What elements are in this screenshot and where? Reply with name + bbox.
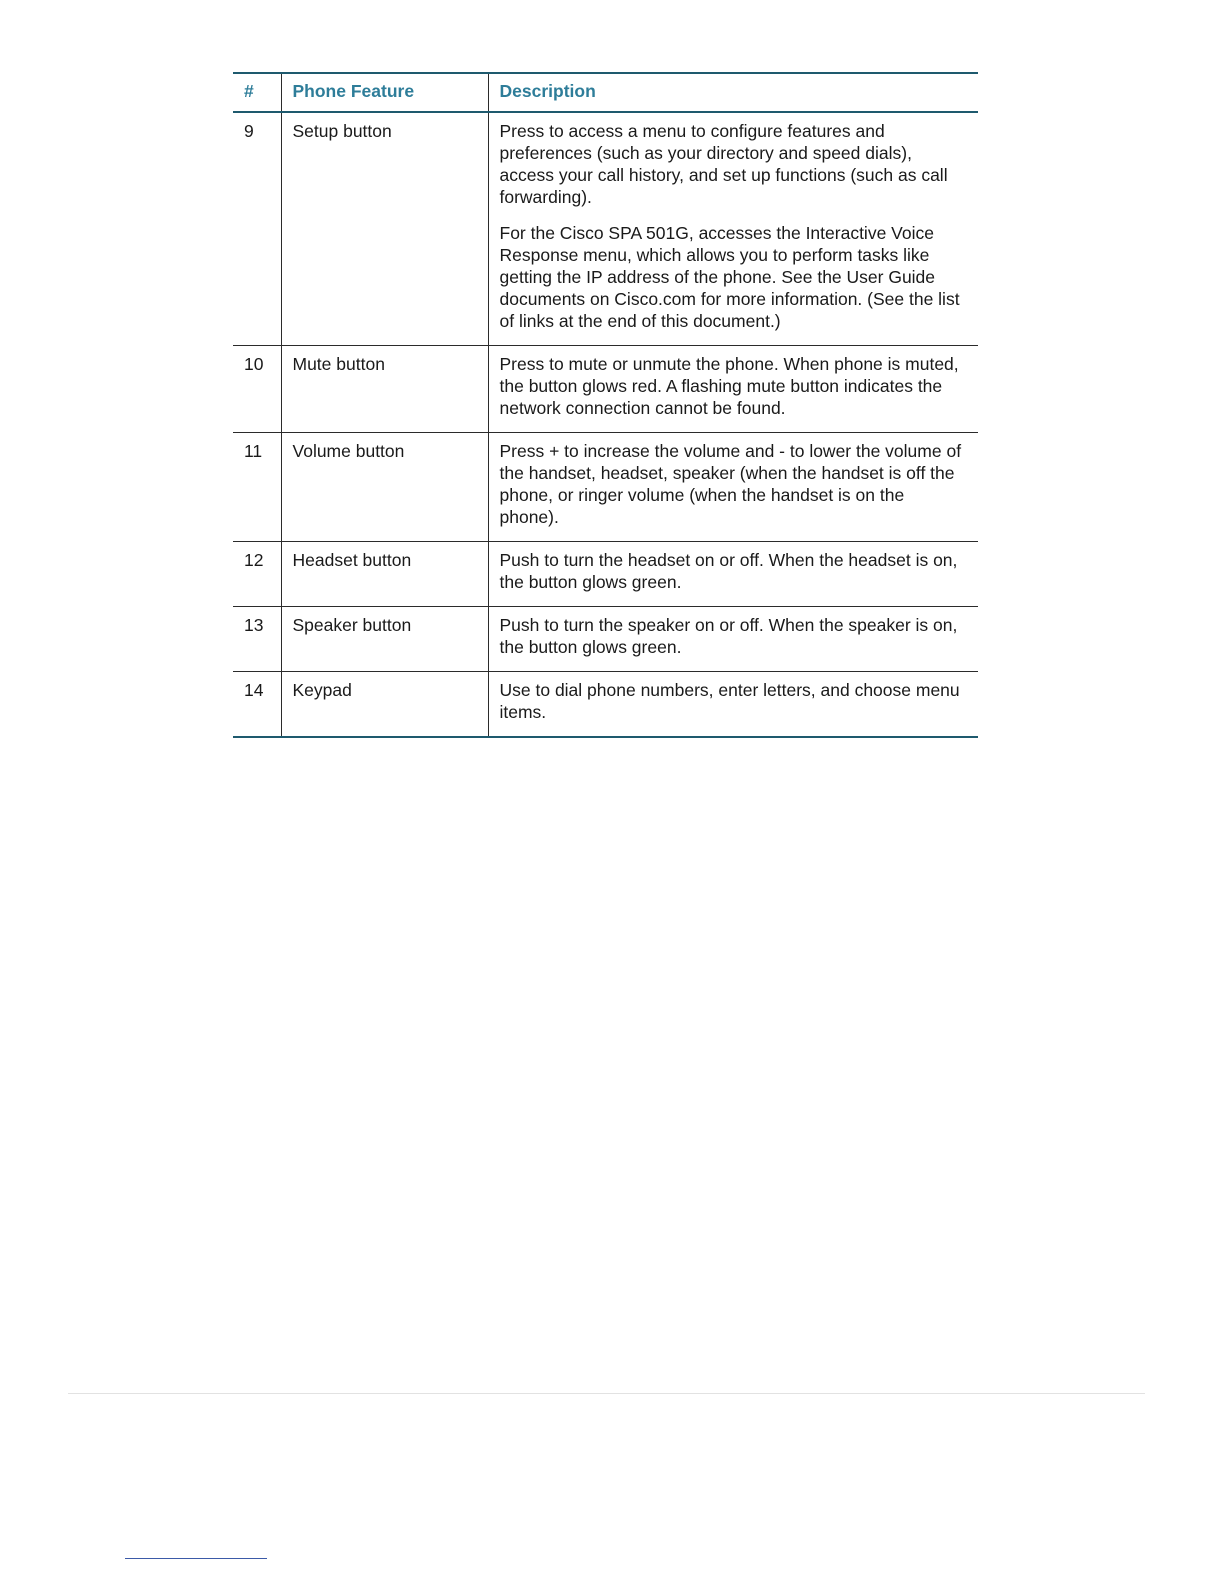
row-description [488, 672, 978, 738]
row-feature: Volume button [281, 433, 488, 542]
description-paragraph: Push to turn the headset on or off. When the headset is on, the button glows green. [499, 550, 958, 592]
row-description [488, 346, 978, 433]
description-paragraph: Press + to increase the volume and - to lower the volume of the handset, headset, speaker (when the handset is off the phone, or ringer volume (when the handset is on the phone). [499, 441, 962, 527]
description-paragraph: For the Cisco SPA 501G, accesses the Interactive Voice Response menu, which allows you to perform tasks like getting the IP address of the phone. See the User Guide documents on Cisco.com for more information. (See the list of links at the end of this document.) [499, 223, 960, 331]
row-feature: Headset button [281, 542, 488, 607]
table-row [233, 672, 978, 738]
header-description: Description [488, 73, 978, 112]
row-number: 10 [233, 346, 281, 433]
row-feature: Speaker button [281, 607, 488, 672]
row-feature: Keypad [281, 672, 488, 738]
table-row [233, 433, 978, 542]
description-paragraph: Press to mute or unmute the phone. When phone is muted, the button glows red. A flashing mute button indicates the network connection cannot be found. [499, 354, 959, 418]
row-description [488, 542, 978, 607]
header-phone-feature: Phone Feature [281, 73, 488, 112]
table-row [233, 112, 978, 346]
row-description [488, 607, 978, 672]
description-paragraph: Press to access a menu to configure features and preferences (such as your directory and speed dials), access your call history, and set up functions (such as call forwarding). [499, 121, 948, 207]
phone-feature-table [233, 72, 978, 738]
description-paragraph: Push to turn the speaker on or off. When the speaker is on, the button glows green. [499, 615, 958, 657]
row-number: 12 [233, 542, 281, 607]
row-description [488, 433, 978, 542]
page-divider [68, 1393, 1145, 1394]
row-number: 13 [233, 607, 281, 672]
table-row [233, 346, 978, 433]
row-number: 11 [233, 433, 281, 542]
row-number: 14 [233, 672, 281, 738]
table-header-row [233, 73, 978, 112]
header-number: # [233, 73, 281, 112]
row-feature: Mute button [281, 346, 488, 433]
footer-link-underline[interactable] [125, 1558, 267, 1559]
description-paragraph: Use to dial phone numbers, enter letters, and choose menu items. [499, 680, 960, 722]
row-description [488, 112, 978, 346]
table-row [233, 607, 978, 672]
row-number: 9 [233, 112, 281, 346]
table-row [233, 542, 978, 607]
row-feature: Setup button [281, 112, 488, 346]
